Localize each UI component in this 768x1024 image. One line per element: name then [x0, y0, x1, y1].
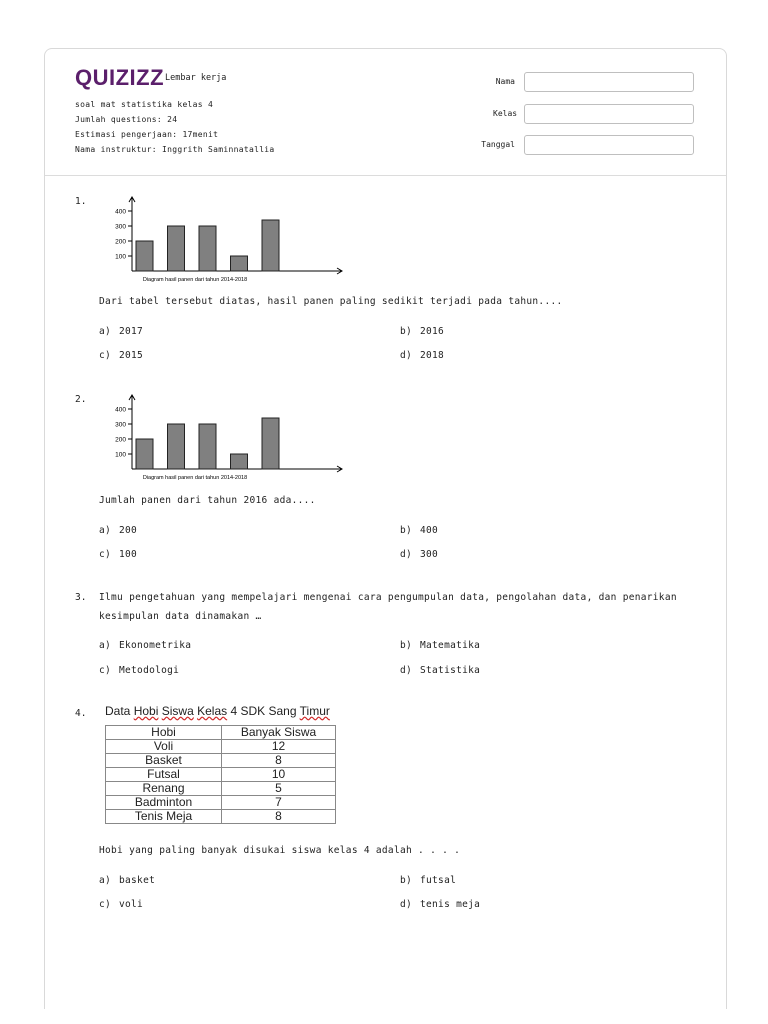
question-4-option-b[interactable]	[400, 875, 456, 886]
question-2-option-c[interactable]	[99, 549, 137, 560]
question-2-option-b[interactable]	[400, 525, 438, 536]
question-3-text	[99, 588, 699, 626]
option-text: 400	[420, 525, 439, 536]
bar	[199, 226, 216, 271]
option-text: tenis meja	[420, 899, 481, 910]
option-letter: b)	[400, 875, 413, 886]
bar	[168, 424, 185, 469]
table-cell: Futsal	[106, 768, 222, 782]
class-label: Kelas	[493, 109, 518, 118]
bar	[231, 256, 248, 271]
table-cell: Basket	[106, 754, 222, 768]
bar	[136, 439, 153, 469]
option-text: 300	[420, 549, 439, 560]
table-cell: Renang	[106, 782, 222, 796]
date-label: Tanggal	[481, 140, 515, 149]
question-1-option-c[interactable]	[99, 350, 143, 361]
table-cell: Voli	[106, 740, 222, 754]
table-header-cell: Hobi	[106, 726, 222, 740]
option-letter: c)	[99, 549, 112, 560]
bar-chart-1	[90, 189, 350, 289]
question-4-option-d[interactable]	[400, 899, 480, 910]
bar	[168, 226, 185, 271]
option-text: 2015	[119, 350, 144, 361]
table-title: Data Hobi Siswa Kelas 4 SDK Sang Timur	[105, 704, 330, 718]
question-3-text-line-2: kesimpulan data dinamakan …	[99, 611, 262, 622]
option-letter: c)	[99, 665, 112, 676]
bar-chart-2	[90, 387, 350, 487]
hobby-table	[105, 725, 336, 824]
table-cell: 7	[222, 796, 336, 810]
worksheet-header	[45, 49, 726, 176]
time-estimate: Estimasi pengerjaan: 17menit	[75, 130, 219, 139]
table-cell: Badminton	[106, 796, 222, 810]
option-text: 2018	[420, 350, 445, 361]
table-header-cell: Banyak Siswa	[222, 726, 336, 740]
chart-caption: Diagram hasil panen dari tahun 2014-2018	[142, 277, 248, 283]
question-1-number: 1.	[75, 196, 87, 207]
bar	[199, 424, 216, 469]
option-letter: c)	[99, 899, 112, 910]
option-letter: a)	[99, 640, 112, 651]
table-row	[106, 810, 336, 824]
option-text: 2016	[420, 326, 445, 337]
table-row	[106, 740, 336, 754]
table-row	[106, 782, 336, 796]
question-2-option-d[interactable]	[400, 549, 438, 560]
option-letter: a)	[99, 326, 112, 337]
table-cell: Tenis Meja	[106, 810, 222, 824]
table-cell: 5	[222, 782, 336, 796]
name-label: Nama	[495, 77, 515, 86]
bar	[136, 241, 153, 271]
option-text: Ekonometrika	[119, 640, 192, 651]
table-cell: 8	[222, 754, 336, 768]
question-4-option-c[interactable]	[99, 899, 143, 910]
option-letter: d)	[400, 350, 413, 361]
option-text: Metodologi	[119, 665, 180, 676]
table-row	[106, 754, 336, 768]
question-4-text: Hobi yang paling banyak disukai siswa kelas 4 adalah . . . .	[99, 845, 461, 856]
y-tick-label: 100	[115, 253, 126, 261]
option-text: futsal	[420, 875, 457, 886]
y-tick-label: 400	[115, 208, 126, 216]
option-text: 200	[119, 525, 138, 536]
question-4-option-a[interactable]	[99, 875, 155, 886]
name-field[interactable]	[524, 72, 694, 92]
question-1-option-d[interactable]	[400, 350, 444, 361]
y-tick-label: 200	[115, 436, 126, 444]
option-letter: a)	[99, 525, 112, 536]
question-2-number: 2.	[75, 394, 87, 405]
question-3-option-c[interactable]	[99, 665, 179, 676]
table-header-row	[106, 726, 336, 740]
question-2-option-a[interactable]	[99, 525, 137, 536]
option-letter: d)	[400, 665, 413, 676]
option-letter: d)	[400, 549, 413, 560]
bar	[262, 418, 279, 469]
y-tick-label: 400	[115, 406, 126, 414]
option-text: 100	[119, 549, 138, 560]
bar	[231, 454, 248, 469]
option-text: Matematika	[420, 640, 481, 651]
y-tick-label: 100	[115, 451, 126, 459]
option-letter: b)	[400, 525, 413, 536]
option-text: voli	[119, 899, 144, 910]
option-letter: a)	[99, 875, 112, 886]
y-tick-label: 300	[115, 223, 126, 231]
table-row	[106, 796, 336, 810]
worksheet	[44, 48, 727, 1009]
option-text: basket	[119, 875, 156, 886]
table-cell: 8	[222, 810, 336, 824]
date-field[interactable]	[524, 135, 694, 155]
option-letter: d)	[400, 899, 413, 910]
chart-caption: Diagram hasil panen dari tahun 2014-2018	[142, 475, 248, 481]
question-3-option-b[interactable]	[400, 640, 480, 651]
table-cell: 10	[222, 768, 336, 782]
question-2-text: Jumlah panen dari tahun 2016 ada....	[99, 495, 316, 506]
bar	[262, 220, 279, 271]
question-1-option-a[interactable]	[99, 326, 143, 337]
worksheet-title: soal mat statistika kelas 4	[75, 100, 214, 109]
question-1-text: Dari tabel tersebut diatas, hasil panen paling sedikit terjadi pada tahun....	[99, 296, 563, 307]
option-text: 2017	[119, 326, 144, 337]
y-tick-label: 200	[115, 238, 126, 246]
quizizz-logo: QUIZIZZ	[75, 65, 165, 90]
option-letter: b)	[400, 640, 413, 651]
question-3-text-line-1: Ilmu pengetahuan yang mempelajari mengenai cara pengumpulan data, pengolahan data, dan penarikan	[99, 592, 677, 603]
table-cell: 12	[222, 740, 336, 754]
questions-count: Jumlah questions: 24	[75, 115, 178, 124]
option-letter: c)	[99, 350, 112, 361]
class-field[interactable]	[524, 104, 694, 124]
question-3-option-a[interactable]	[99, 640, 191, 651]
option-text: Statistika	[420, 665, 481, 676]
question-3-option-d[interactable]	[400, 665, 480, 676]
table-row	[106, 768, 336, 782]
instructor-name: Nama instruktur: Inggrith Saminnatallia	[75, 145, 275, 154]
question-3-number: 3.	[75, 592, 87, 603]
y-tick-label: 300	[115, 421, 126, 429]
question-4-number: 4.	[75, 708, 87, 719]
question-1-option-b[interactable]	[400, 326, 444, 337]
option-letter: b)	[400, 326, 413, 337]
worksheet-label: Lembar kerja	[165, 73, 227, 83]
